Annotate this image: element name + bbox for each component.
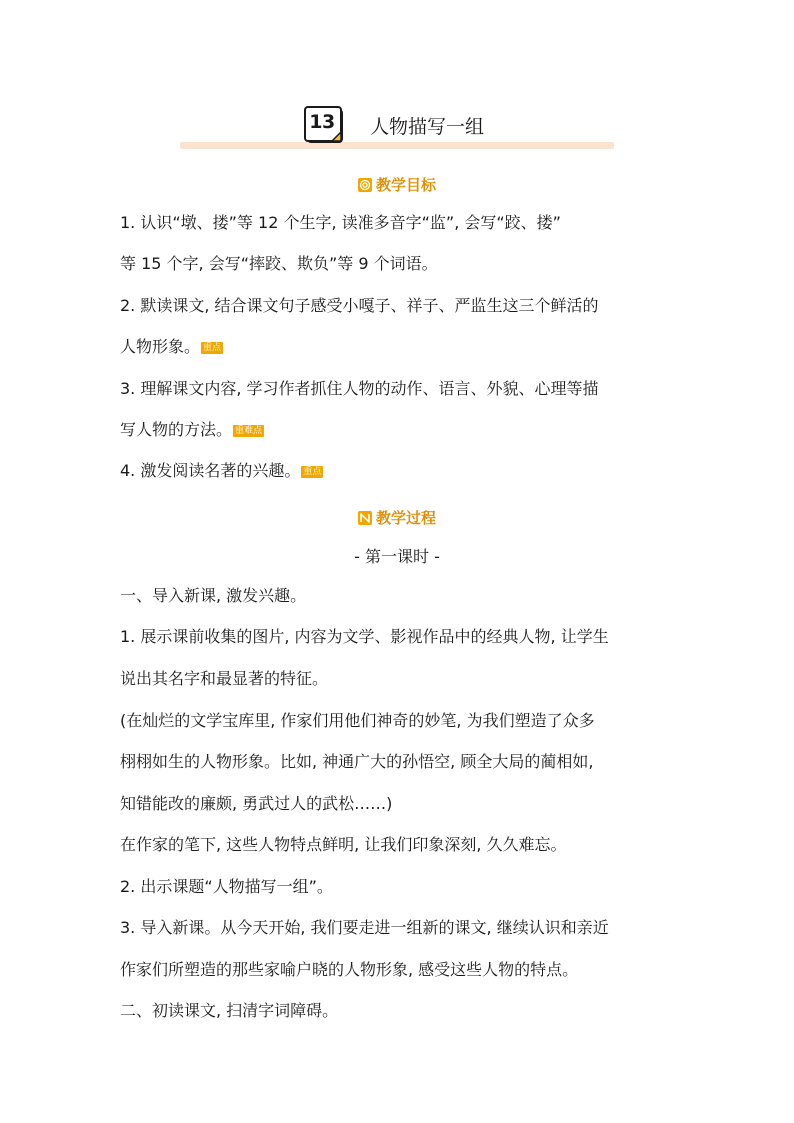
goal-4-text: 4. 激发阅读名著的兴趣。: [120, 461, 301, 480]
process-item-3-line-3: 知错能改的廉颇, 勇武过人的武松……): [120, 794, 393, 813]
target-icon: [358, 178, 372, 192]
goal-3-line-1: 3. 理解课文内容, 学习作者抓住人物的动作、语言、外貌、心理等描: [120, 379, 599, 398]
process-item-2-line-2: 说出其名字和最显著的特征。: [120, 669, 329, 688]
goal-4-line-1: [120, 461, 323, 481]
process-item-2-line-1: 1. 展示课前收集的图片, 内容为文学、影视作品中的经典人物, 让学生: [120, 627, 609, 646]
key-difficult-badge: 重难点: [235, 426, 263, 436]
goal-2-text: 人物形象。: [120, 337, 201, 356]
process-item-4: 在作家的笔下, 这些人物特点鲜明, 让我们印象深刻, 久久难忘。: [120, 835, 567, 854]
process-item-1: 一、导入新课, 激发兴趣。: [120, 586, 307, 605]
section-heading-goals: [0, 174, 794, 195]
header-underline: [180, 142, 614, 149]
section-goals-label: 教学目标: [375, 176, 436, 194]
process-item-7: 二、初读课文, 扫清字词障碍。: [120, 1001, 339, 1020]
process-item-6-line-2: 作家们所塑造的那些家喻户晓的人物形象, 感受这些人物的特点。: [120, 960, 579, 979]
process-item-3-line-2: 栩栩如生的人物形象。比如, 神通广大的孙悟空, 顾全大局的蔺相如,: [120, 752, 594, 771]
process-item-3-line-1: (在灿烂的文学宝库里, 作家们用他们神奇的妙笔, 为我们塑造了众多: [120, 711, 595, 730]
process-icon: [358, 511, 372, 525]
goal-1-line-1: 1. 认识“墩、搂”等 12 个生字, 读准多音字“监”, 会写“跤、搂”: [120, 213, 561, 232]
key-point-badge: 重点: [303, 467, 322, 477]
goal-2-line-1: 2. 默读课文, 结合课文句子感受小嘎子、祥子、严监生这三个鲜活的: [120, 296, 599, 315]
section-process-label: 教学过程: [375, 509, 436, 527]
session-label: - 第一课时 -: [354, 547, 440, 566]
goal-3-text: 写人物的方法。: [120, 420, 233, 439]
lesson-number: 13: [309, 111, 335, 133]
calendar-icon: [304, 104, 346, 146]
lesson-header: [180, 104, 614, 152]
goal-2-line-2: [120, 337, 223, 357]
section-heading-process: [0, 507, 794, 528]
goal-3-line-2: [120, 420, 264, 440]
process-item-5: 2. 出示课题“人物描写一组”。: [120, 877, 333, 896]
page-title: 人物描写一组: [370, 116, 485, 138]
goal-1-line-2: 等 15 个字, 会写“摔跤、欺负”等 9 个词语。: [120, 254, 438, 273]
process-item-6-line-1: 3. 导入新课。从今天开始, 我们要走进一组新的课文, 继续认识和亲近: [120, 918, 609, 937]
key-point-badge: 重点: [203, 343, 222, 353]
